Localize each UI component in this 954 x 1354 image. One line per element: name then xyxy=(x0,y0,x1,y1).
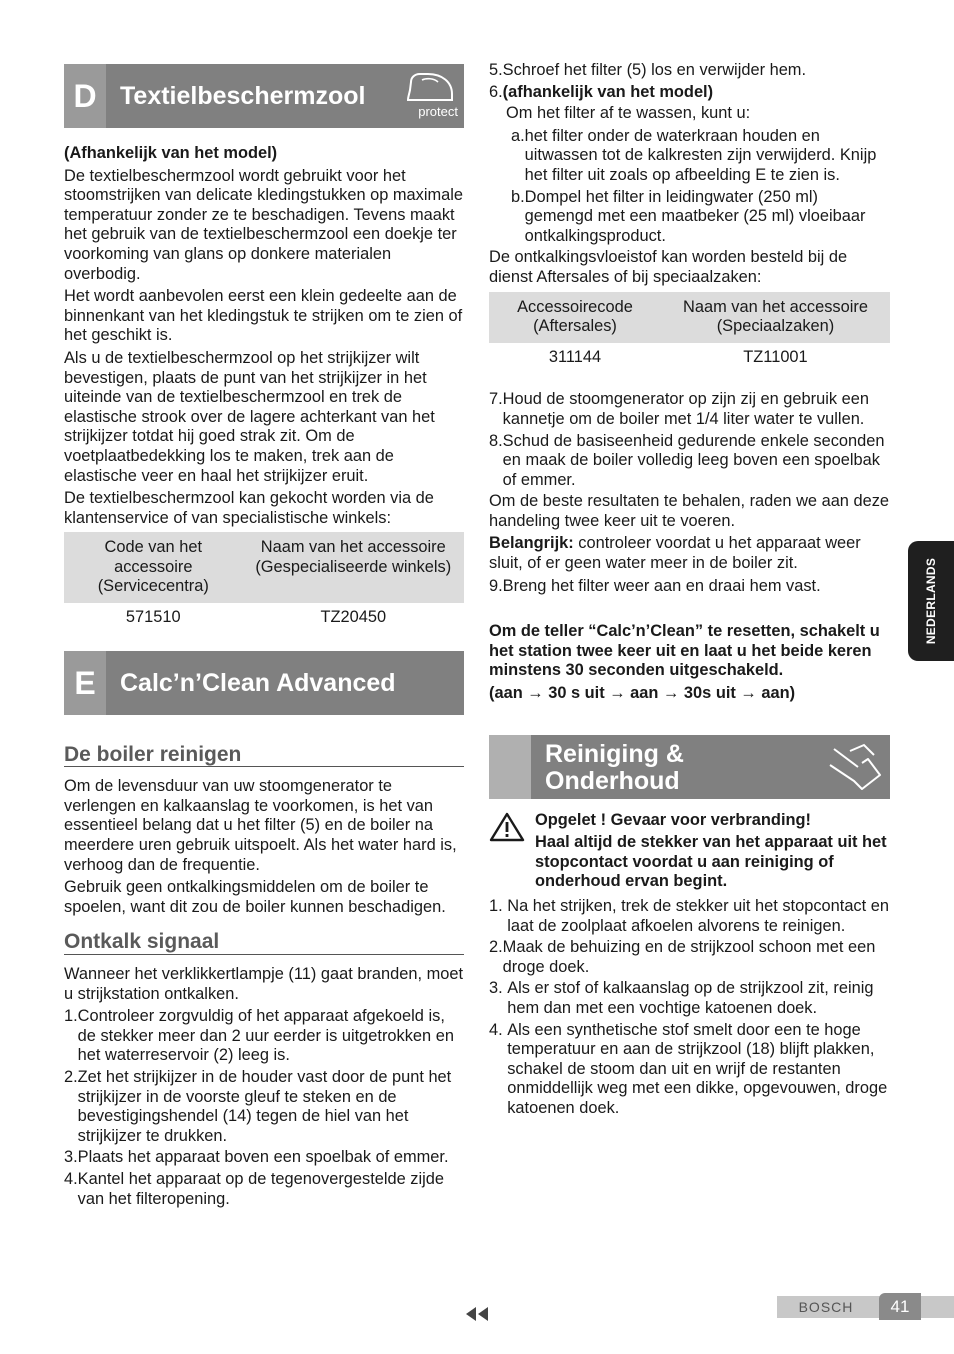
paragraph: Gebruik geen ontkalkingsmiddelen om de boiler te spoelen, want dit zou de boiler kunnen beschadigen. xyxy=(64,878,446,916)
table-header: Code van het accessoire (Servicecentra) xyxy=(64,532,243,603)
list-item: 3. Als er stof of kalkaanslag op de strijkzool zit, reinig hem dan met een vochtige katoenen doek. xyxy=(489,979,874,1017)
paragraph: Als u de textielbeschermzool op het strijkijzer wilt bevestigen, plaats de punt van het strijkijzer in het uiteinde van de textielbeschermzool en trek de elastische strook over de lagere achterkant van het strijkijzer totdat hij goed strak zit. Om de voetplaatbedekking los te maken, trek aan de elastische veer en haal het strijkijzer eruit. xyxy=(64,348,435,485)
list-item: 6. (afhankelijk van het model) xyxy=(489,82,714,101)
right-column xyxy=(489,61,890,1121)
table-row xyxy=(64,603,464,633)
warning-triangle-icon xyxy=(489,811,535,895)
footer-brand: BOSCH xyxy=(798,1299,854,1315)
icon-caption: protect xyxy=(418,104,458,120)
list-item: 8. Schud de basiseenheid gedurende enkele seconden en maak de boiler volledig leeg boven een spoelbak of emmer. xyxy=(489,431,885,489)
list-item: 5. Schroef het filter (5) los en verwijder hem. xyxy=(489,61,807,79)
list-item: 3. Plaats het apparaat boven een spoelbak of emmer. xyxy=(64,1148,449,1167)
subheading-boiler: De boiler reinigen xyxy=(64,745,464,768)
section-d-title: Textielbeschermzool xyxy=(120,82,366,110)
paragraph: Wanneer het verklikkertlampje (11) gaat branden, moet u strijkstation ontkalken. xyxy=(64,965,464,1003)
accessory-table-d xyxy=(64,532,464,632)
section-e-header xyxy=(64,651,464,715)
section-d-header xyxy=(64,64,464,128)
table-header: Accessoirecode (Aftersales) xyxy=(489,292,661,343)
list-item: 1. Na het strijken, trek de stekker uit het stopcontact en laat de zoolplaat afkoelen alvorens te reinigen. xyxy=(489,897,889,935)
paragraph: Om de beste resultaten te behalen, raden we aan deze handeling twee keer uit te voeren. xyxy=(489,492,890,530)
section-f-letter xyxy=(489,735,531,799)
reset-sequence: (aan → 30 s uit → aan → 30s uit → aan) xyxy=(489,684,796,703)
list-item: 4. Als een synthetische stof smelt door een te hoge temperatuur en aan de strijkzool (18) blijft plakken, schakel de stoom dan uit en wrijf de restanten onmiddellijk weg met een dikke, opgevouwen, droge katoenen doek. xyxy=(489,1020,888,1117)
section-f-header xyxy=(489,735,890,799)
warning-text: Haal altijd de stekker van het apparaat uit het stopcontact voordat u aan reiniging of onderhoud ervan begint. xyxy=(535,833,887,891)
page-number: 41 xyxy=(879,1293,921,1320)
warning-block xyxy=(489,811,890,895)
section-e-title: Calc’n’Clean Advanced xyxy=(120,668,396,697)
back-arrows-icon xyxy=(462,1305,492,1323)
section-f-title: Reiniging & Onderhoud xyxy=(545,739,684,795)
list-item: 2. Zet het strijkijzer in de houder vast door de punt het strijkijzer in de voorste gleuf te steken en de bevestigingshendel (14) tegen de hiel van het strijkijzer te drukken. xyxy=(64,1067,452,1145)
iron-protect-icon xyxy=(402,70,458,122)
model-note: (Afhankelijk van het model) xyxy=(64,144,278,162)
subheading-descale-signal: Ontkalk signaal xyxy=(64,932,464,955)
paragraph: Om het filter af te wassen, kunt u: xyxy=(506,104,751,123)
table-cell: 311144 xyxy=(548,347,602,366)
list-item: 4. Kantel het apparaat op de tegenovergestelde zijde van het filteropening. xyxy=(64,1169,445,1208)
list-item: 1. Controleer zorgvuldig of het apparaat afgekoeld is, de stekker meer dan 2 uur eerder is uitgetrokken en het waterreservoir (2) leeg is. xyxy=(64,1007,454,1065)
paragraph: De textielbeschermzool wordt gebruikt voor het stoomstrijken van delicate kledingstukken op maximale temperatuur zonder ze te beschadigen. Tevens maakt het gebruik van de textielbeschermzool een doekje ter voorkoming van glans op donkere materialen overbodig. xyxy=(64,166,464,283)
table-cell: TZ20450 xyxy=(320,608,387,627)
accessory-table-e xyxy=(489,292,890,373)
paragraph: De ontkalkingsvloeistof kan worden besteld bij de dienst Aftersales of bij speciaalzaken: xyxy=(489,248,848,286)
table-row xyxy=(489,343,890,373)
table-header: Naam van het accessoire (Speciaalzaken) xyxy=(661,292,890,343)
language-tab-label: NEDERLANDS xyxy=(924,557,938,645)
list-item: 7. Houd de stoomgenerator op zijn zij en gebruik een kannetje om de boiler met 1/4 liter water te vullen. xyxy=(489,390,869,428)
left-column xyxy=(64,64,464,1211)
important-note: Belangrijk: controleer voordat u het apparaat weer sluit, of er geen water meer in de boiler zit. xyxy=(489,534,861,573)
table-header: Naam van het accessoire (Gespecialiseerde winkels) xyxy=(243,532,464,603)
warning-title: Opgelet ! Gevaar voor verbranding! xyxy=(535,810,811,829)
list-item: 9. Breng het filter weer aan en draai hem vast. xyxy=(489,576,821,595)
list-item: a. het filter onder de waterkraan houden en uitwassen tot de kalkresten zijn verwijderd. Knijp het filter uit zoals op afbeelding E te zien is. xyxy=(511,126,877,184)
table-cell: TZ11001 xyxy=(743,347,808,366)
reset-note: Om de teller “Calc’n’Clean” te resetten, schakelt u het station twee keer uit en laat u het beide keren minstens 30 seconden uitgeschakeld. xyxy=(489,622,880,680)
language-tab xyxy=(908,541,954,661)
paragraph: Het wordt aanbevolen eerst een klein gedeelte aan de binnenkant van het kledingstuk te strijken om te zien of het geschikt is. xyxy=(64,287,463,345)
paragraph: De textielbeschermzool kan gekocht worden via de klantenservice of van specialistische winkels: xyxy=(64,489,434,527)
section-e-letter: E xyxy=(64,651,106,715)
list-item: 2. Maak de behuizing en de strijkzool schoon met een droge doek. xyxy=(489,938,876,976)
paragraph: Om de levensduur van uw stoomgenerator te verlengen en kalkaanslag te voorkomen, is het van essentieel belang dat u het filter (5) en de boiler na meerdere uren gebruik uitspoelt. Als het water hard is, verhoog dan de frequentie. xyxy=(64,777,457,874)
section-d-letter: D xyxy=(64,64,106,128)
list-item: b. Dompel het filter in leidingwater (250 ml) gemengd met een maatbeker (25 ml) vloeibaar ontkalkingsproduct. xyxy=(511,187,866,245)
cleaning-hand-icon xyxy=(828,741,884,793)
table-cell: 571510 xyxy=(125,608,181,627)
